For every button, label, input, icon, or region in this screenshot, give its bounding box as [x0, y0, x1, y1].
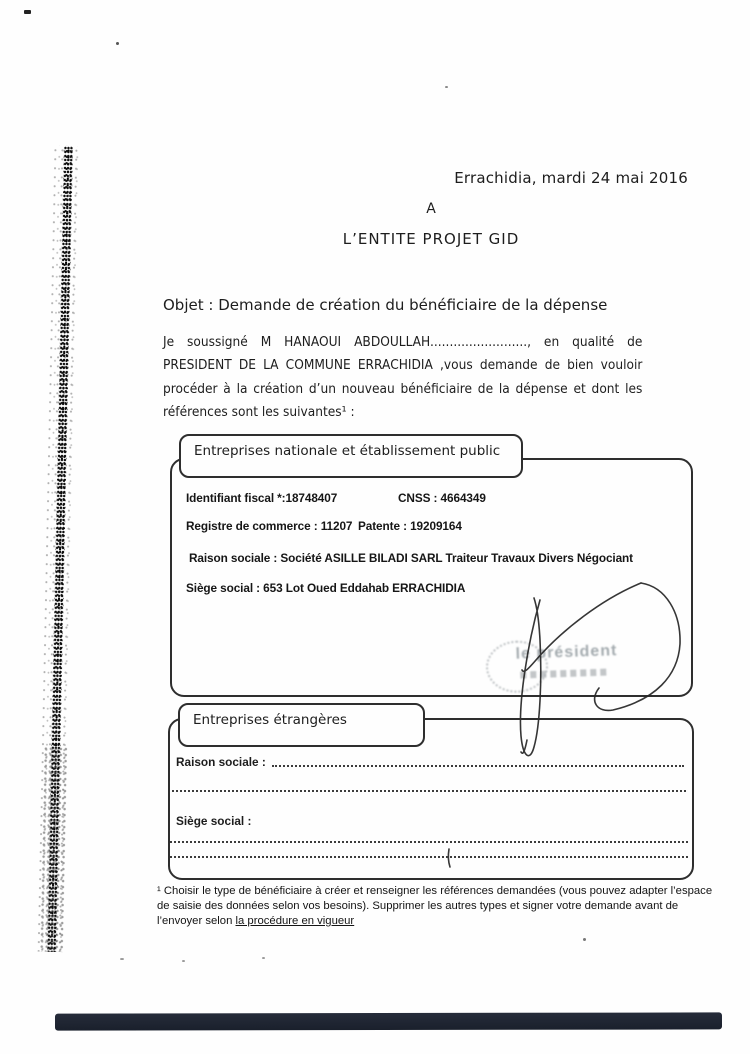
scan-speck: [24, 10, 31, 14]
scan-binding-blob: [39, 746, 67, 952]
national-box-title: Entreprises nationale et établissement public: [194, 443, 501, 459]
footnote: [157, 884, 712, 929]
dotted-line: [172, 790, 686, 792]
footnote-line3-prefix: l’envoyer selon: [157, 915, 236, 927]
foreign-box-title: Entreprises étrangères: [193, 712, 347, 728]
raison-sociale-label: Raison sociale :: [176, 755, 266, 769]
recipient-block: [163, 201, 699, 248]
date-line: Errachidia, mardi 24 mai 2016: [454, 169, 688, 187]
dotted-fill-line: [272, 755, 684, 767]
scan-speck: [116, 42, 119, 45]
field-raison-sociale: Raison sociale : Société ASILLE BILADI SARL Traiteur Travaux Divers Négociant: [189, 551, 633, 565]
scan-speck: [120, 958, 124, 960]
recipient-line: L’ENTITE PROJET GID: [342, 230, 520, 248]
scan-speck: [262, 957, 265, 959]
field-registre-commerce: Registre de commerce : 11207: [186, 519, 353, 533]
national-box-tab: [179, 434, 523, 478]
body-line: références sont les suivantes¹ :: [163, 405, 355, 421]
scan-speck: [583, 938, 586, 941]
footnote-line: de saisie des données selon vos besoins). Supprimer les autres types et signer votre demande avant de: [157, 900, 679, 912]
foreign-raison-row: [176, 755, 686, 769]
siege-social-label: Siège social :: [176, 814, 252, 828]
field-patente: Patente : 19209164: [358, 519, 462, 533]
foreign-box-tab: [178, 703, 425, 747]
scan-speck: [445, 86, 448, 88]
president-stamp: [485, 631, 647, 699]
body-paragraph: [163, 331, 642, 425]
footnote-line: [157, 914, 712, 929]
scan-speck: [182, 960, 185, 962]
field-siege-social: Siège social : 653 Lot Oued Eddahab ERRACHIDIA: [186, 581, 466, 595]
stamp-text: le président: [515, 642, 618, 663]
body-line: Je soussigné M HANAOUI ABDOULLAH........................., en qualité de: [163, 335, 643, 350]
scan-binding-strip: [35, 146, 82, 952]
body-line: procéder à la création d’un nouveau bénéficiaire de la dépense et dont les: [163, 381, 643, 397]
body-line: PRESIDENT DE LA COMMUNE ERRACHIDIA ,vous demande de bien vouloir: [163, 358, 643, 374]
dotted-line: [170, 856, 688, 858]
subject-line: Objet : Demande de création du bénéficiaire de la dépense: [163, 296, 608, 314]
dotted-line: [170, 841, 688, 843]
field-cnss: CNSS : 4664349: [398, 491, 486, 505]
scan-bottom-edge-bar: [55, 1012, 722, 1030]
recipient-marker: A: [426, 201, 436, 217]
field-identifiant-fiscal: Identifiant fiscal *:18748407: [186, 491, 338, 505]
footnote-line: ¹ Choisir le type de bénéficiaire à créer et renseigner les références demandées (vous pouvez adapter l’espace: [157, 885, 713, 897]
footnote-procedure-underlined: la procédure en vigueur: [235, 915, 355, 927]
